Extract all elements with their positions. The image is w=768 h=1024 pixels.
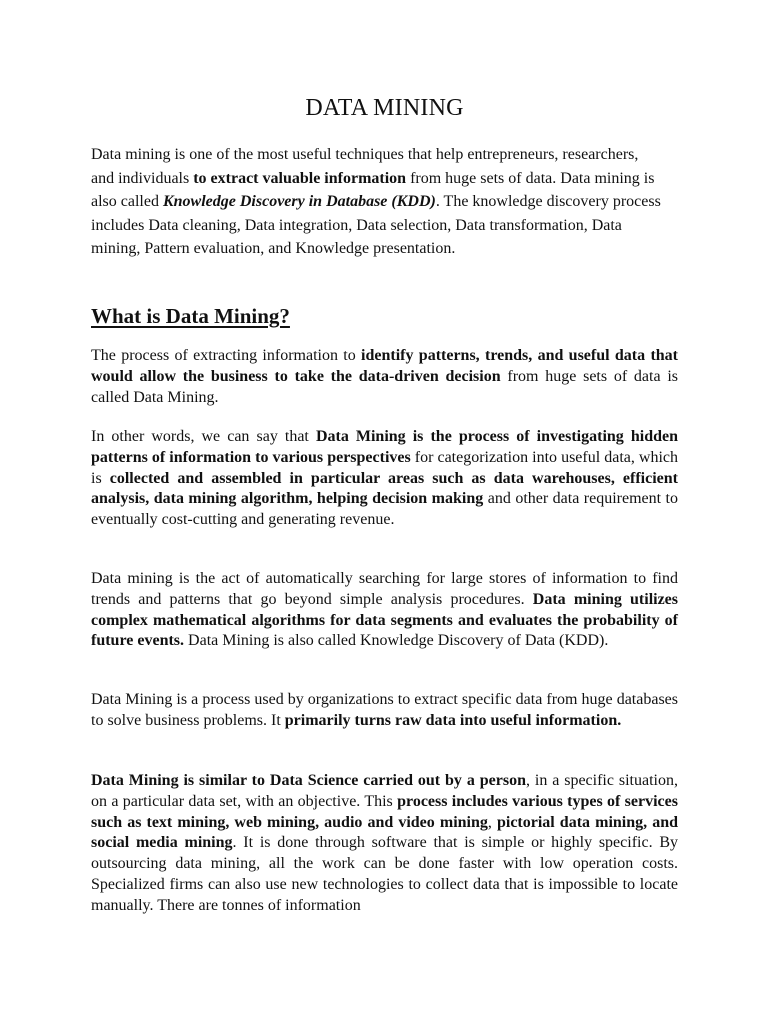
p1-text-2: from huge sets of data is called Data Mining. bbox=[91, 367, 678, 406]
intro-text-2: from huge sets of data. Data mining is also called bbox=[91, 169, 655, 210]
p5-bold-2: process includes various types of services such as text mining, web mining, audio and video mining bbox=[91, 792, 678, 831]
paragraph-1 bbox=[91, 346, 678, 408]
intro-paragraph bbox=[91, 143, 661, 261]
paragraph-5 bbox=[91, 771, 678, 917]
p3-text-1: Data mining is the act of automatically searching for large stores of information to find trends and patterns that go beyond simple analysis procedures. bbox=[91, 570, 678, 608]
paragraph-4 bbox=[91, 690, 678, 732]
p1-bold-1: identify patterns, trends, and useful data that would allow the business to take the data-driven decision bbox=[91, 347, 678, 385]
p1-text-1: The process of extracting information to bbox=[91, 347, 362, 364]
intro-text-1: Data mining is one of the most useful techniques that help entrepreneurs, researchers, and individuals bbox=[91, 146, 639, 187]
p2-text-3: and other data requirement to eventually cost-cutting and generating revenue. bbox=[91, 490, 679, 529]
p5-bold-1: Data Mining is similar to Data Science carried out by a person bbox=[91, 772, 526, 789]
paragraph-2 bbox=[91, 427, 678, 531]
intro-bold-italic-1: Knowledge Discovery in Database (KDD) bbox=[162, 193, 436, 210]
paragraph-3 bbox=[91, 569, 678, 652]
p4-bold-1: primarily turns raw data into useful information. bbox=[284, 711, 622, 729]
document-title: DATA MINING bbox=[305, 95, 464, 121]
p2-bold-1: Data Mining is the process of investigating hidden patterns of information to various perspectives bbox=[91, 428, 678, 466]
intro-text-3: . The knowledge discovery process includes Data cleaning, Data integration, Data selection, Data transformation, Data mining, Pattern evaluation, and Knowledge presentation. bbox=[91, 193, 661, 257]
p2-text-1: In other words, we can say that bbox=[91, 428, 316, 445]
p5-text-1: , in a specific situation, on a particular data set, with an objective. This bbox=[91, 772, 678, 810]
p5-bold-3: pictorial data mining, and social media mining bbox=[91, 813, 679, 852]
p3-text-2: Data Mining is also called Knowledge Discovery of Data (KDD). bbox=[184, 632, 609, 650]
p2-text-2: for categorization into useful data, which is bbox=[91, 448, 679, 487]
p5-text-2: , bbox=[487, 813, 497, 831]
intro-bold-1: to extract valuable information bbox=[193, 169, 407, 187]
section-heading: What is Data Mining? bbox=[91, 304, 290, 328]
p3-bold-1: Data mining utilizes complex mathematical algorithms for data segments and evaluates the probability of future events. bbox=[91, 590, 679, 650]
p4-text-1: Data Mining is a process used by organizations to extract specific data from huge databases to solve business problems. It bbox=[91, 691, 678, 729]
p2-bold-2: collected and assembled in particular areas such as data warehouses, efficient analysis, data mining algorithm, helping decision making bbox=[91, 469, 678, 508]
p5-text-3: . It is done through software that is simple or highly specific. By outsourcing data mining, all the work can be done faster with low operation costs. Specialized firms can also use new technologies to collect data that is impossible to locate manually. There are tonnes of information bbox=[91, 834, 678, 914]
